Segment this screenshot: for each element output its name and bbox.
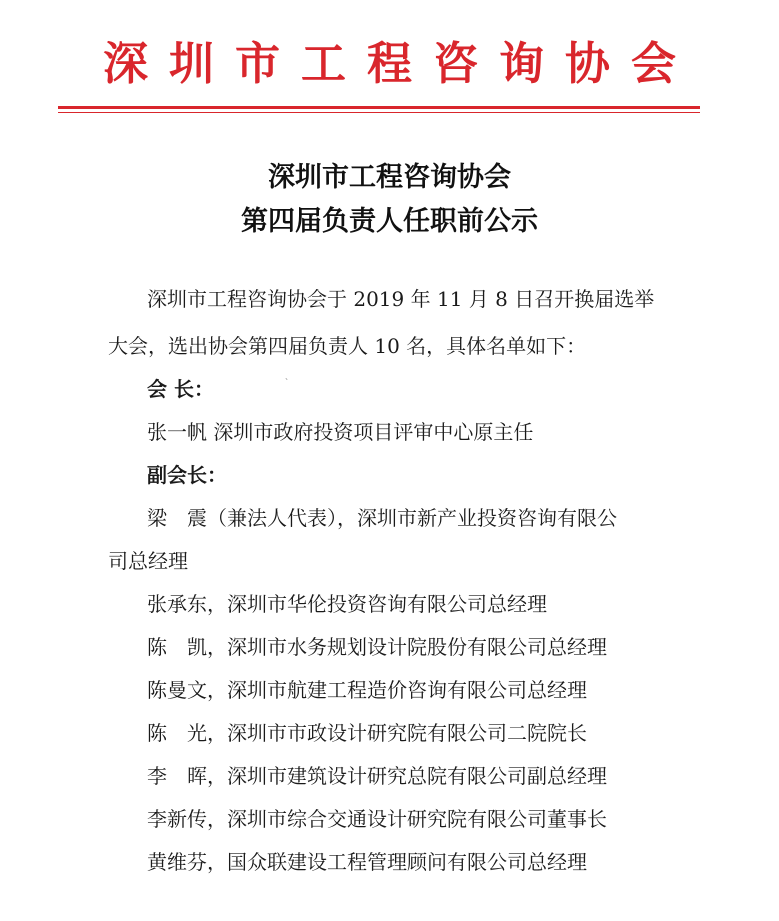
- vice-president-entry: 陈曼文，深圳市航建工程造价咨询有限公司总经理: [147, 678, 587, 702]
- notice-title-line-2: 第四届负责人任职前公示: [241, 206, 538, 237]
- scan-speck: 、: [285, 372, 293, 381]
- president-heading: 会 长：: [147, 377, 214, 401]
- letterhead-organization-name: 深圳市工程咨询协会: [102, 37, 697, 90]
- letterhead-red-rule: [58, 106, 700, 109]
- vice-president-entry: 陈 光，深圳市市政设计研究院有限公司二院院长: [147, 721, 587, 745]
- intro-paragraph-line-1: 深圳市工程咨询协会于 2019 年 11 月 8 日召开换届选举: [147, 287, 655, 311]
- letterhead-red-rule-thin: [58, 112, 700, 113]
- vice-president-entry-continuation: 司总经理: [108, 549, 188, 573]
- vice-president-entry: 李 晖，深圳市建筑设计研究总院有限公司副总经理: [147, 764, 607, 788]
- vice-president-entry: 梁 震（兼法人代表），深圳市新产业投资咨询有限公: [147, 506, 617, 530]
- intro-paragraph-line-2: 大会，选出协会第四届负责人 10 名，具体名单如下：: [108, 334, 587, 358]
- notice-title-line-1: 深圳市工程咨询协会: [268, 162, 511, 193]
- vice-president-entry: 陈 凯，深圳市水务规划设计院股份有限公司总经理: [147, 635, 607, 659]
- president-entry: 张一帆 深圳市政府投资项目评审中心原主任: [147, 420, 534, 444]
- vice-president-entry: 张承东，深圳市华伦投资咨询有限公司总经理: [147, 592, 547, 616]
- vice-president-entry: 黄维芬，国众联建设工程管理顾问有限公司总经理: [147, 850, 587, 874]
- vice-president-entry: 李新传，深圳市综合交通设计研究院有限公司董事长: [147, 807, 607, 831]
- vice-president-heading: 副会长：: [147, 463, 227, 487]
